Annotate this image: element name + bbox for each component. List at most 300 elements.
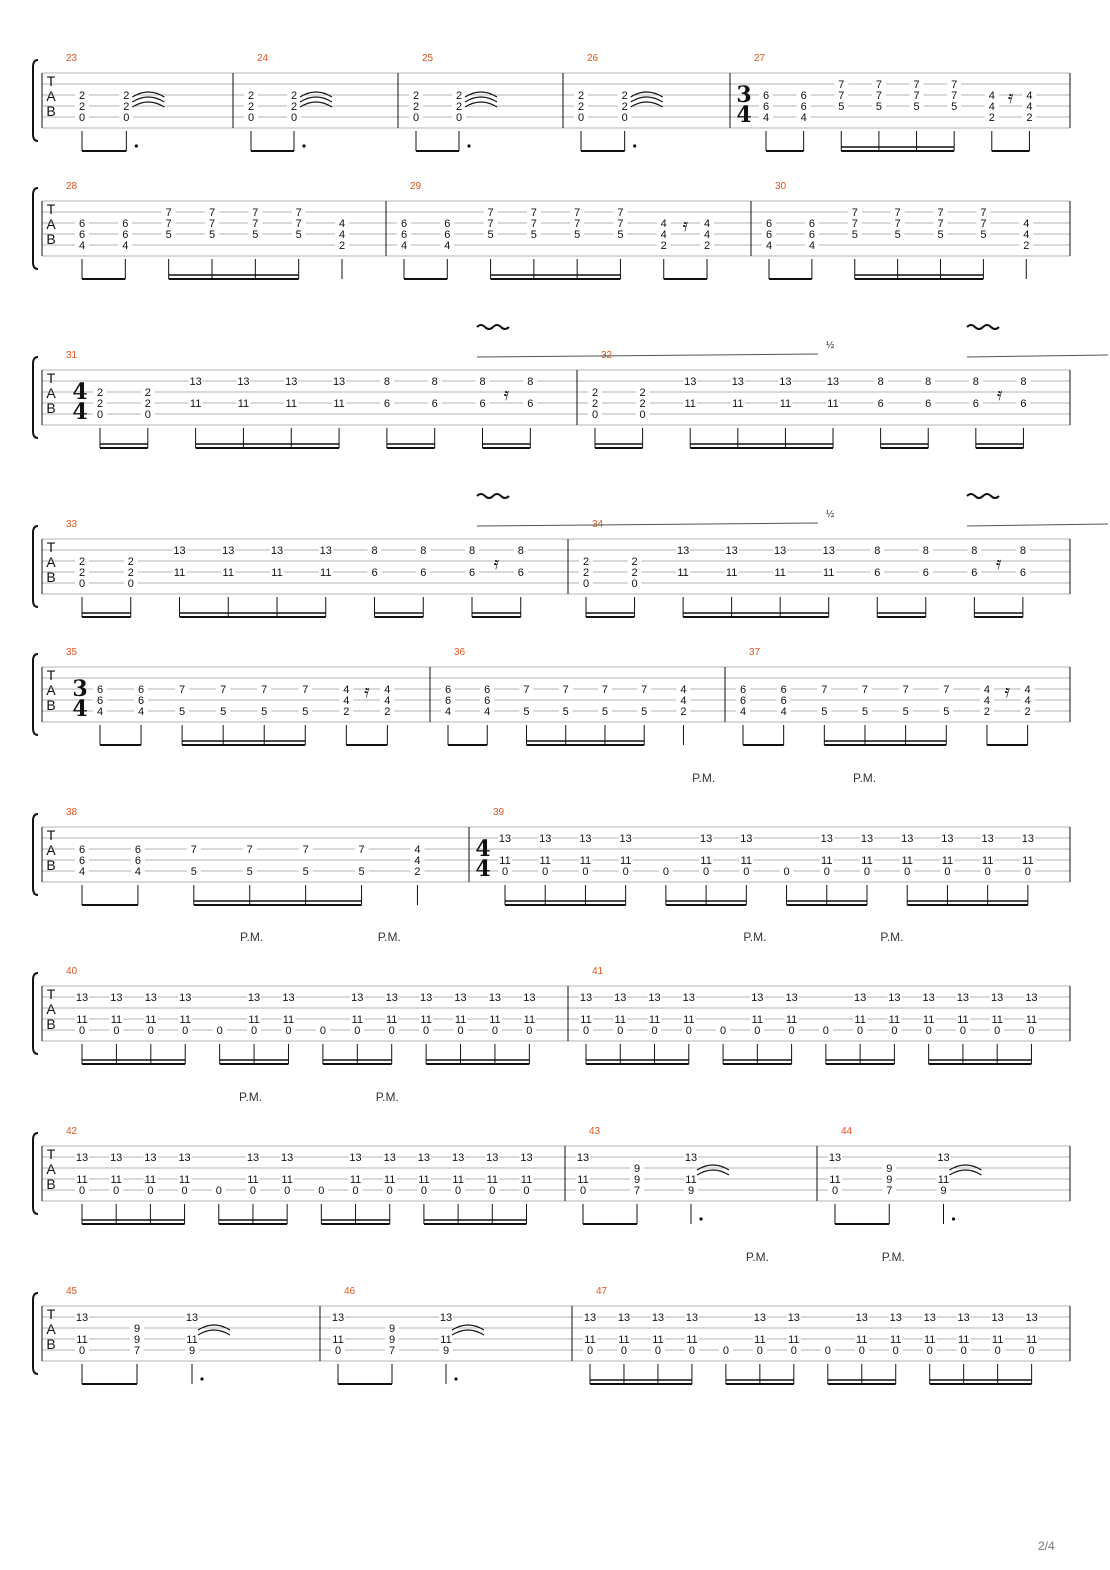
dotted-note bbox=[135, 144, 138, 147]
fret-number: 7 bbox=[617, 218, 624, 230]
fret-number: 11 bbox=[332, 1334, 344, 1346]
fret-number: 2 bbox=[414, 866, 421, 878]
fret-number: 4 bbox=[800, 112, 807, 124]
bar-number: 29 bbox=[410, 181, 422, 192]
fret-number: 6 bbox=[383, 398, 390, 410]
fret-number: 5 bbox=[302, 866, 309, 878]
fret-number: 11 bbox=[754, 1334, 766, 1346]
fret-number: 2 bbox=[660, 240, 667, 252]
fret-number: 11 bbox=[619, 855, 632, 867]
fret-number: 0 bbox=[250, 1025, 258, 1037]
fret-number: 13 bbox=[417, 1152, 431, 1164]
tie-arc bbox=[452, 1325, 484, 1330]
vibrato-icon bbox=[967, 494, 999, 498]
fret-number: 0 bbox=[857, 1025, 864, 1037]
fret-number: 13 bbox=[922, 992, 935, 1004]
fret-number: 11 bbox=[76, 1174, 88, 1186]
fret-number: 13 bbox=[110, 992, 123, 1004]
palm-mute-label: P.M. bbox=[238, 1090, 263, 1104]
fret-number: 11 bbox=[829, 1174, 841, 1186]
fret-number: 2 bbox=[412, 90, 420, 102]
fret-number: 0 bbox=[591, 409, 599, 421]
sixteenth-rest-icon: 𝄿 bbox=[682, 215, 689, 236]
dotted-note bbox=[633, 144, 636, 147]
fret-number: 6 bbox=[808, 229, 815, 241]
fret-number: 8 bbox=[420, 545, 427, 557]
fret-number: 4 bbox=[762, 112, 770, 124]
fret-number: 11 bbox=[732, 398, 744, 410]
fret-number: 7 bbox=[851, 218, 858, 230]
tab-clef-letter: T bbox=[46, 73, 56, 89]
fret-number: 6 bbox=[78, 844, 86, 856]
fret-number: 8 bbox=[874, 545, 881, 557]
bar-number: 25 bbox=[422, 53, 434, 64]
fret-number: 11 bbox=[486, 1174, 499, 1186]
fret-number: 13 bbox=[1025, 992, 1038, 1004]
fret-number: 11 bbox=[822, 567, 835, 579]
fret-number: 5 bbox=[943, 706, 950, 718]
time-signature-denominator: 4 bbox=[72, 696, 88, 722]
fret-number: 7 bbox=[487, 218, 494, 230]
fret-number: 11 bbox=[1022, 855, 1034, 867]
fret-number: 0 bbox=[526, 1025, 533, 1037]
fret-number: 6 bbox=[1020, 398, 1027, 410]
bend-line bbox=[477, 523, 818, 526]
fret-number: 11 bbox=[922, 1014, 935, 1026]
fret-number: 6 bbox=[78, 855, 86, 867]
fret-number: 0 bbox=[78, 1345, 86, 1357]
fret-number: 0 bbox=[455, 1185, 462, 1197]
palm-mute-label: P.M. bbox=[880, 930, 904, 944]
fret-number: 13 bbox=[888, 992, 901, 1004]
fret-number: 4 bbox=[983, 684, 991, 696]
bend-label: ½ bbox=[826, 509, 835, 520]
palm-mute-label: P.M. bbox=[375, 1090, 399, 1104]
sixteenth-rest-icon: 𝄿 bbox=[503, 384, 510, 405]
fret-number: 7 bbox=[574, 207, 581, 219]
tab-clef-letter: T bbox=[46, 201, 56, 217]
fret-number: 13 bbox=[740, 833, 753, 845]
fret-number: 6 bbox=[96, 695, 104, 707]
fret-number: 7 bbox=[886, 1185, 893, 1197]
fret-number: 7 bbox=[861, 684, 869, 696]
fret-number: 2 bbox=[247, 101, 255, 113]
fret-number: 2 bbox=[247, 90, 255, 102]
time-signature-numerator: 4 bbox=[475, 836, 491, 862]
fret-number: 11 bbox=[351, 1014, 364, 1026]
fret-number: 13 bbox=[523, 992, 536, 1004]
fret-number: 0 bbox=[621, 112, 628, 124]
fret-number: 2 bbox=[96, 398, 104, 410]
fret-number: 11 bbox=[774, 567, 786, 579]
fret-number: 0 bbox=[984, 866, 991, 878]
fret-number: 13 bbox=[787, 1312, 800, 1324]
sixteenth-rest-icon: 𝄿 bbox=[364, 681, 370, 702]
fret-number: 0 bbox=[579, 1185, 587, 1197]
fret-number: 7 bbox=[851, 207, 858, 219]
fret-number: 13 bbox=[419, 992, 433, 1004]
fret-number: 11 bbox=[186, 1334, 198, 1346]
fret-number: 0 bbox=[582, 1025, 590, 1037]
fret-number: 0 bbox=[334, 1345, 342, 1357]
fret-number: 0 bbox=[824, 1345, 831, 1357]
time-signature-numerator: 4 bbox=[72, 379, 88, 405]
fret-number: 7 bbox=[562, 684, 569, 696]
fret-number: 2 bbox=[621, 90, 628, 102]
fret-number: 2 bbox=[78, 567, 86, 579]
bar-number: 37 bbox=[749, 647, 761, 658]
fret-number: 11 bbox=[577, 1174, 589, 1186]
fret-number: 4 bbox=[338, 229, 346, 241]
fret-number: 6 bbox=[137, 695, 145, 707]
tab-clef-letter: T bbox=[46, 539, 56, 555]
fret-number: 0 bbox=[1028, 1025, 1035, 1037]
fret-number: 2 bbox=[1026, 112, 1033, 124]
bar-number: 24 bbox=[257, 53, 269, 64]
fret-number: 11 bbox=[173, 567, 186, 579]
fret-number: 5 bbox=[641, 706, 648, 718]
tab-clef-letter: A bbox=[46, 682, 56, 698]
tab-clef-letter: A bbox=[46, 554, 56, 570]
fret-number: 2 bbox=[455, 101, 463, 113]
fret-number: 6 bbox=[444, 695, 452, 707]
fret-number: 7 bbox=[179, 684, 186, 696]
fret-number: 13 bbox=[684, 1152, 698, 1164]
tab-clef-letter: B bbox=[46, 569, 56, 585]
fret-number: 9 bbox=[442, 1345, 450, 1357]
fret-number: 0 bbox=[501, 866, 509, 878]
fret-number: 7 bbox=[980, 218, 987, 230]
fret-number: 0 bbox=[412, 112, 420, 124]
fret-number: 5 bbox=[574, 229, 581, 241]
fret-number: 13 bbox=[451, 1152, 465, 1164]
fret-number: 11 bbox=[349, 1174, 362, 1186]
fret-number: 4 bbox=[444, 240, 451, 252]
fret-number: 13 bbox=[901, 833, 914, 845]
bar-number: 47 bbox=[596, 1286, 608, 1297]
fret-number: 2 bbox=[290, 101, 298, 113]
fret-number: 13 bbox=[144, 992, 157, 1004]
fret-number: 4 bbox=[78, 240, 86, 252]
fret-number: 11 bbox=[890, 1334, 902, 1346]
fret-number: 2 bbox=[639, 387, 646, 399]
fret-number: 2 bbox=[582, 567, 590, 579]
dotted-note bbox=[699, 1217, 702, 1220]
bar-number: 26 bbox=[587, 53, 599, 64]
fret-number: 13 bbox=[247, 992, 261, 1004]
fret-number: 13 bbox=[349, 1152, 362, 1164]
fret-number: 0 bbox=[216, 1025, 223, 1037]
fret-number: 11 bbox=[957, 1014, 969, 1026]
fret-number: 6 bbox=[527, 398, 534, 410]
fret-number: 5 bbox=[821, 706, 828, 718]
fret-number: 11 bbox=[854, 1014, 866, 1026]
fret-number: 11 bbox=[440, 1334, 452, 1346]
fret-number: 5 bbox=[530, 229, 537, 241]
fret-number: 6 bbox=[420, 567, 427, 579]
fret-number: 13 bbox=[110, 1152, 123, 1164]
fret-number: 0 bbox=[703, 866, 710, 878]
fret-number: 7 bbox=[190, 844, 197, 856]
fret-number: 7 bbox=[617, 207, 624, 219]
fret-number: 4 bbox=[1026, 90, 1033, 102]
bar-number: 27 bbox=[754, 53, 766, 64]
system-bracket bbox=[33, 357, 38, 438]
fret-number: 4 bbox=[414, 844, 421, 856]
fret-number: 6 bbox=[517, 567, 524, 579]
fret-number: 11 bbox=[579, 855, 592, 867]
fret-number: 0 bbox=[127, 578, 134, 590]
fret-number: 7 bbox=[295, 207, 302, 219]
fret-number: 6 bbox=[122, 218, 129, 230]
fret-number: 13 bbox=[332, 376, 346, 388]
fret-number: 11 bbox=[452, 1174, 464, 1186]
fret-number: 6 bbox=[762, 101, 770, 113]
fret-number: 11 bbox=[454, 1014, 467, 1026]
fret-number: 0 bbox=[822, 1025, 829, 1037]
fret-number: 8 bbox=[371, 545, 378, 557]
fret-number: 4 bbox=[988, 101, 995, 113]
fret-number: 2 bbox=[631, 556, 638, 568]
fret-number: 5 bbox=[601, 706, 609, 718]
fret-number: 5 bbox=[851, 229, 858, 241]
fret-number: 6 bbox=[134, 855, 141, 867]
fret-number: 0 bbox=[823, 866, 830, 878]
fret-number: 2 bbox=[78, 556, 86, 568]
fret-number: 6 bbox=[431, 398, 438, 410]
fret-number: 6 bbox=[1019, 567, 1026, 579]
fret-number: 0 bbox=[181, 1185, 188, 1197]
fret-number: 0 bbox=[960, 1345, 967, 1357]
fret-number: 11 bbox=[614, 1014, 626, 1026]
fret-number: 0 bbox=[78, 1025, 86, 1037]
fret-number: 6 bbox=[444, 684, 452, 696]
fret-number: 13 bbox=[648, 992, 661, 1004]
fret-number: 13 bbox=[285, 376, 298, 388]
fret-number: 13 bbox=[75, 992, 89, 1004]
fret-number: 4 bbox=[739, 706, 747, 718]
fret-number: 13 bbox=[828, 1152, 842, 1164]
fret-number: 7 bbox=[388, 1345, 396, 1357]
fret-number: 7 bbox=[302, 684, 309, 696]
fret-number: 0 bbox=[790, 1345, 797, 1357]
fret-number: 0 bbox=[639, 409, 646, 421]
fret-number: 4 bbox=[1023, 229, 1030, 241]
system-bracket bbox=[33, 973, 38, 1054]
fret-number: 2 bbox=[631, 567, 638, 579]
tie-arc bbox=[452, 1330, 484, 1335]
fret-number: 4 bbox=[122, 240, 129, 252]
fret-number: 11 bbox=[923, 1334, 936, 1346]
fret-number: 5 bbox=[951, 101, 958, 113]
fret-number: 7 bbox=[523, 684, 530, 696]
fret-number: 7 bbox=[252, 207, 259, 219]
fret-number: 4 bbox=[660, 218, 667, 230]
fret-number: 6 bbox=[780, 684, 787, 696]
fret-number: 0 bbox=[617, 1025, 624, 1037]
fret-number: 4 bbox=[780, 706, 787, 718]
fret-number: 13 bbox=[685, 1312, 699, 1324]
fret-number: 13 bbox=[785, 992, 798, 1004]
fret-number: 6 bbox=[400, 218, 408, 230]
fret-number: 11 bbox=[489, 1014, 501, 1026]
fret-number: 4 bbox=[703, 229, 711, 241]
fret-number: 9 bbox=[188, 1345, 196, 1357]
fret-number: 9 bbox=[940, 1185, 947, 1197]
fret-number: 7 bbox=[913, 79, 920, 91]
fret-number: 11 bbox=[271, 567, 283, 579]
fret-number: 11 bbox=[618, 1334, 630, 1346]
fret-number: 13 bbox=[178, 1152, 191, 1164]
fret-number: 13 bbox=[981, 833, 994, 845]
system-bracket bbox=[33, 188, 38, 269]
fret-number: 0 bbox=[455, 112, 463, 124]
vibrato-icon bbox=[477, 325, 509, 329]
fret-number: 11 bbox=[648, 1014, 661, 1026]
fret-number: 6 bbox=[78, 218, 86, 230]
tie-arc bbox=[300, 97, 332, 102]
fret-number: 4 bbox=[1023, 218, 1030, 230]
fret-number: 4 bbox=[384, 684, 391, 696]
fret-number: 11 bbox=[725, 567, 738, 579]
bar-number: 46 bbox=[344, 1286, 356, 1297]
fret-number: 13 bbox=[454, 992, 467, 1004]
fret-number: 7 bbox=[165, 207, 172, 219]
fret-number: 13 bbox=[889, 1312, 902, 1324]
fret-number: 8 bbox=[527, 376, 534, 388]
fret-number: 11 bbox=[179, 1014, 191, 1026]
palm-mute-label: P.M. bbox=[743, 930, 767, 944]
fret-number: 4 bbox=[765, 240, 773, 252]
fret-number: 0 bbox=[662, 866, 669, 878]
fret-number: 8 bbox=[517, 545, 524, 557]
fret-number: 11 bbox=[144, 1174, 157, 1186]
fret-number: 6 bbox=[468, 567, 476, 579]
fret-number: 2 bbox=[123, 101, 130, 113]
fret-number: 2 bbox=[983, 706, 991, 718]
fret-number: 13 bbox=[246, 1152, 260, 1164]
fret-number: 11 bbox=[145, 1014, 157, 1026]
fret-number: 13 bbox=[486, 1152, 499, 1164]
bar-number: 39 bbox=[493, 807, 505, 818]
fret-number: 11 bbox=[282, 1014, 295, 1026]
fret-number: 2 bbox=[144, 398, 151, 410]
fret-number: 13 bbox=[75, 1312, 89, 1324]
fret-number: 13 bbox=[957, 1312, 970, 1324]
fret-number: 4 bbox=[134, 866, 141, 878]
fret-number: 5 bbox=[894, 229, 901, 241]
fret-number: 7 bbox=[487, 207, 494, 219]
fret-number: 0 bbox=[685, 1025, 692, 1037]
fret-number: 0 bbox=[783, 866, 790, 878]
tab-clef-letter: A bbox=[46, 1001, 56, 1017]
fret-number: 11 bbox=[281, 1174, 293, 1186]
palm-mute-label: P.M. bbox=[852, 771, 877, 785]
fret-number: 4 bbox=[983, 695, 991, 707]
fret-number: 9 bbox=[133, 1323, 141, 1335]
fret-number: 11 bbox=[1025, 1014, 1038, 1026]
fret-number: 6 bbox=[780, 695, 787, 707]
sixteenth-rest-icon: 𝄿 bbox=[493, 553, 500, 574]
bar-number: 40 bbox=[66, 966, 78, 977]
fret-number: 9 bbox=[687, 1185, 695, 1197]
fret-number: 11 bbox=[110, 1014, 123, 1026]
fret-number: 0 bbox=[457, 1025, 464, 1037]
sixteenth-rest-icon: 𝄿 bbox=[1004, 681, 1011, 702]
fret-number: 8 bbox=[922, 545, 929, 557]
fret-number: 13 bbox=[941, 833, 954, 845]
fret-number: 4 bbox=[137, 706, 145, 718]
system-bracket bbox=[33, 60, 38, 141]
fret-number: 4 bbox=[703, 218, 711, 230]
fret-number: 0 bbox=[290, 112, 298, 124]
fret-number: 13 bbox=[270, 545, 284, 557]
fret-number: 11 bbox=[520, 1174, 533, 1186]
fret-number: 11 bbox=[584, 1334, 596, 1346]
tab-clef-letter: B bbox=[46, 103, 56, 119]
fret-number: 6 bbox=[765, 218, 773, 230]
bar-number: 38 bbox=[66, 807, 78, 818]
fret-number: 13 bbox=[1025, 1312, 1038, 1324]
vibrato-icon bbox=[967, 325, 999, 329]
fret-number: 8 bbox=[383, 376, 390, 388]
fret-number: 6 bbox=[971, 567, 978, 579]
fret-number: 0 bbox=[831, 1185, 839, 1197]
fret-number: 13 bbox=[579, 833, 592, 845]
fret-number: 11 bbox=[856, 1334, 868, 1346]
dotted-note bbox=[952, 1217, 955, 1220]
tab-clef-letter: B bbox=[46, 400, 56, 416]
fret-number: 13 bbox=[774, 545, 787, 557]
fret-number: 7 bbox=[633, 1185, 641, 1197]
fret-number: 13 bbox=[991, 992, 1004, 1004]
fret-number: 5 bbox=[523, 706, 530, 718]
fret-number: 4 bbox=[988, 90, 995, 102]
fret-number: 5 bbox=[165, 229, 172, 241]
fret-number: 13 bbox=[281, 1152, 294, 1164]
fret-number: 13 bbox=[144, 1152, 157, 1164]
fret-number: 0 bbox=[78, 578, 86, 590]
fret-number: 0 bbox=[863, 866, 871, 878]
fret-number: 9 bbox=[886, 1174, 893, 1186]
fret-number: 6 bbox=[96, 684, 104, 696]
tab-clef-letter: A bbox=[46, 216, 56, 232]
system-bracket bbox=[33, 526, 38, 607]
palm-mute-label: P.M. bbox=[240, 930, 264, 944]
fret-number: 5 bbox=[875, 101, 882, 113]
fret-number: 2 bbox=[123, 90, 130, 102]
fret-number: 9 bbox=[388, 1323, 396, 1335]
fret-number: 5 bbox=[208, 229, 216, 241]
fret-number: 11 bbox=[677, 567, 689, 579]
tab-clef-letter: T bbox=[46, 986, 56, 1002]
fret-number: 6 bbox=[877, 398, 884, 410]
fret-number: 8 bbox=[468, 545, 476, 557]
fret-number: 11 bbox=[178, 1174, 191, 1186]
fret-number: 4 bbox=[78, 866, 86, 878]
fret-number: 4 bbox=[660, 229, 667, 241]
time-signature-denominator: 4 bbox=[475, 856, 491, 882]
fret-number: 11 bbox=[237, 398, 250, 410]
fret-number: 0 bbox=[688, 1345, 695, 1357]
tie-arc bbox=[950, 1170, 982, 1175]
fret-number: 13 bbox=[189, 376, 202, 388]
fret-number: 2 bbox=[127, 556, 134, 568]
fret-number: 5 bbox=[562, 706, 569, 718]
fret-number: 4 bbox=[444, 706, 452, 718]
fret-number: 5 bbox=[838, 101, 845, 113]
fret-number: 0 bbox=[925, 1025, 932, 1037]
